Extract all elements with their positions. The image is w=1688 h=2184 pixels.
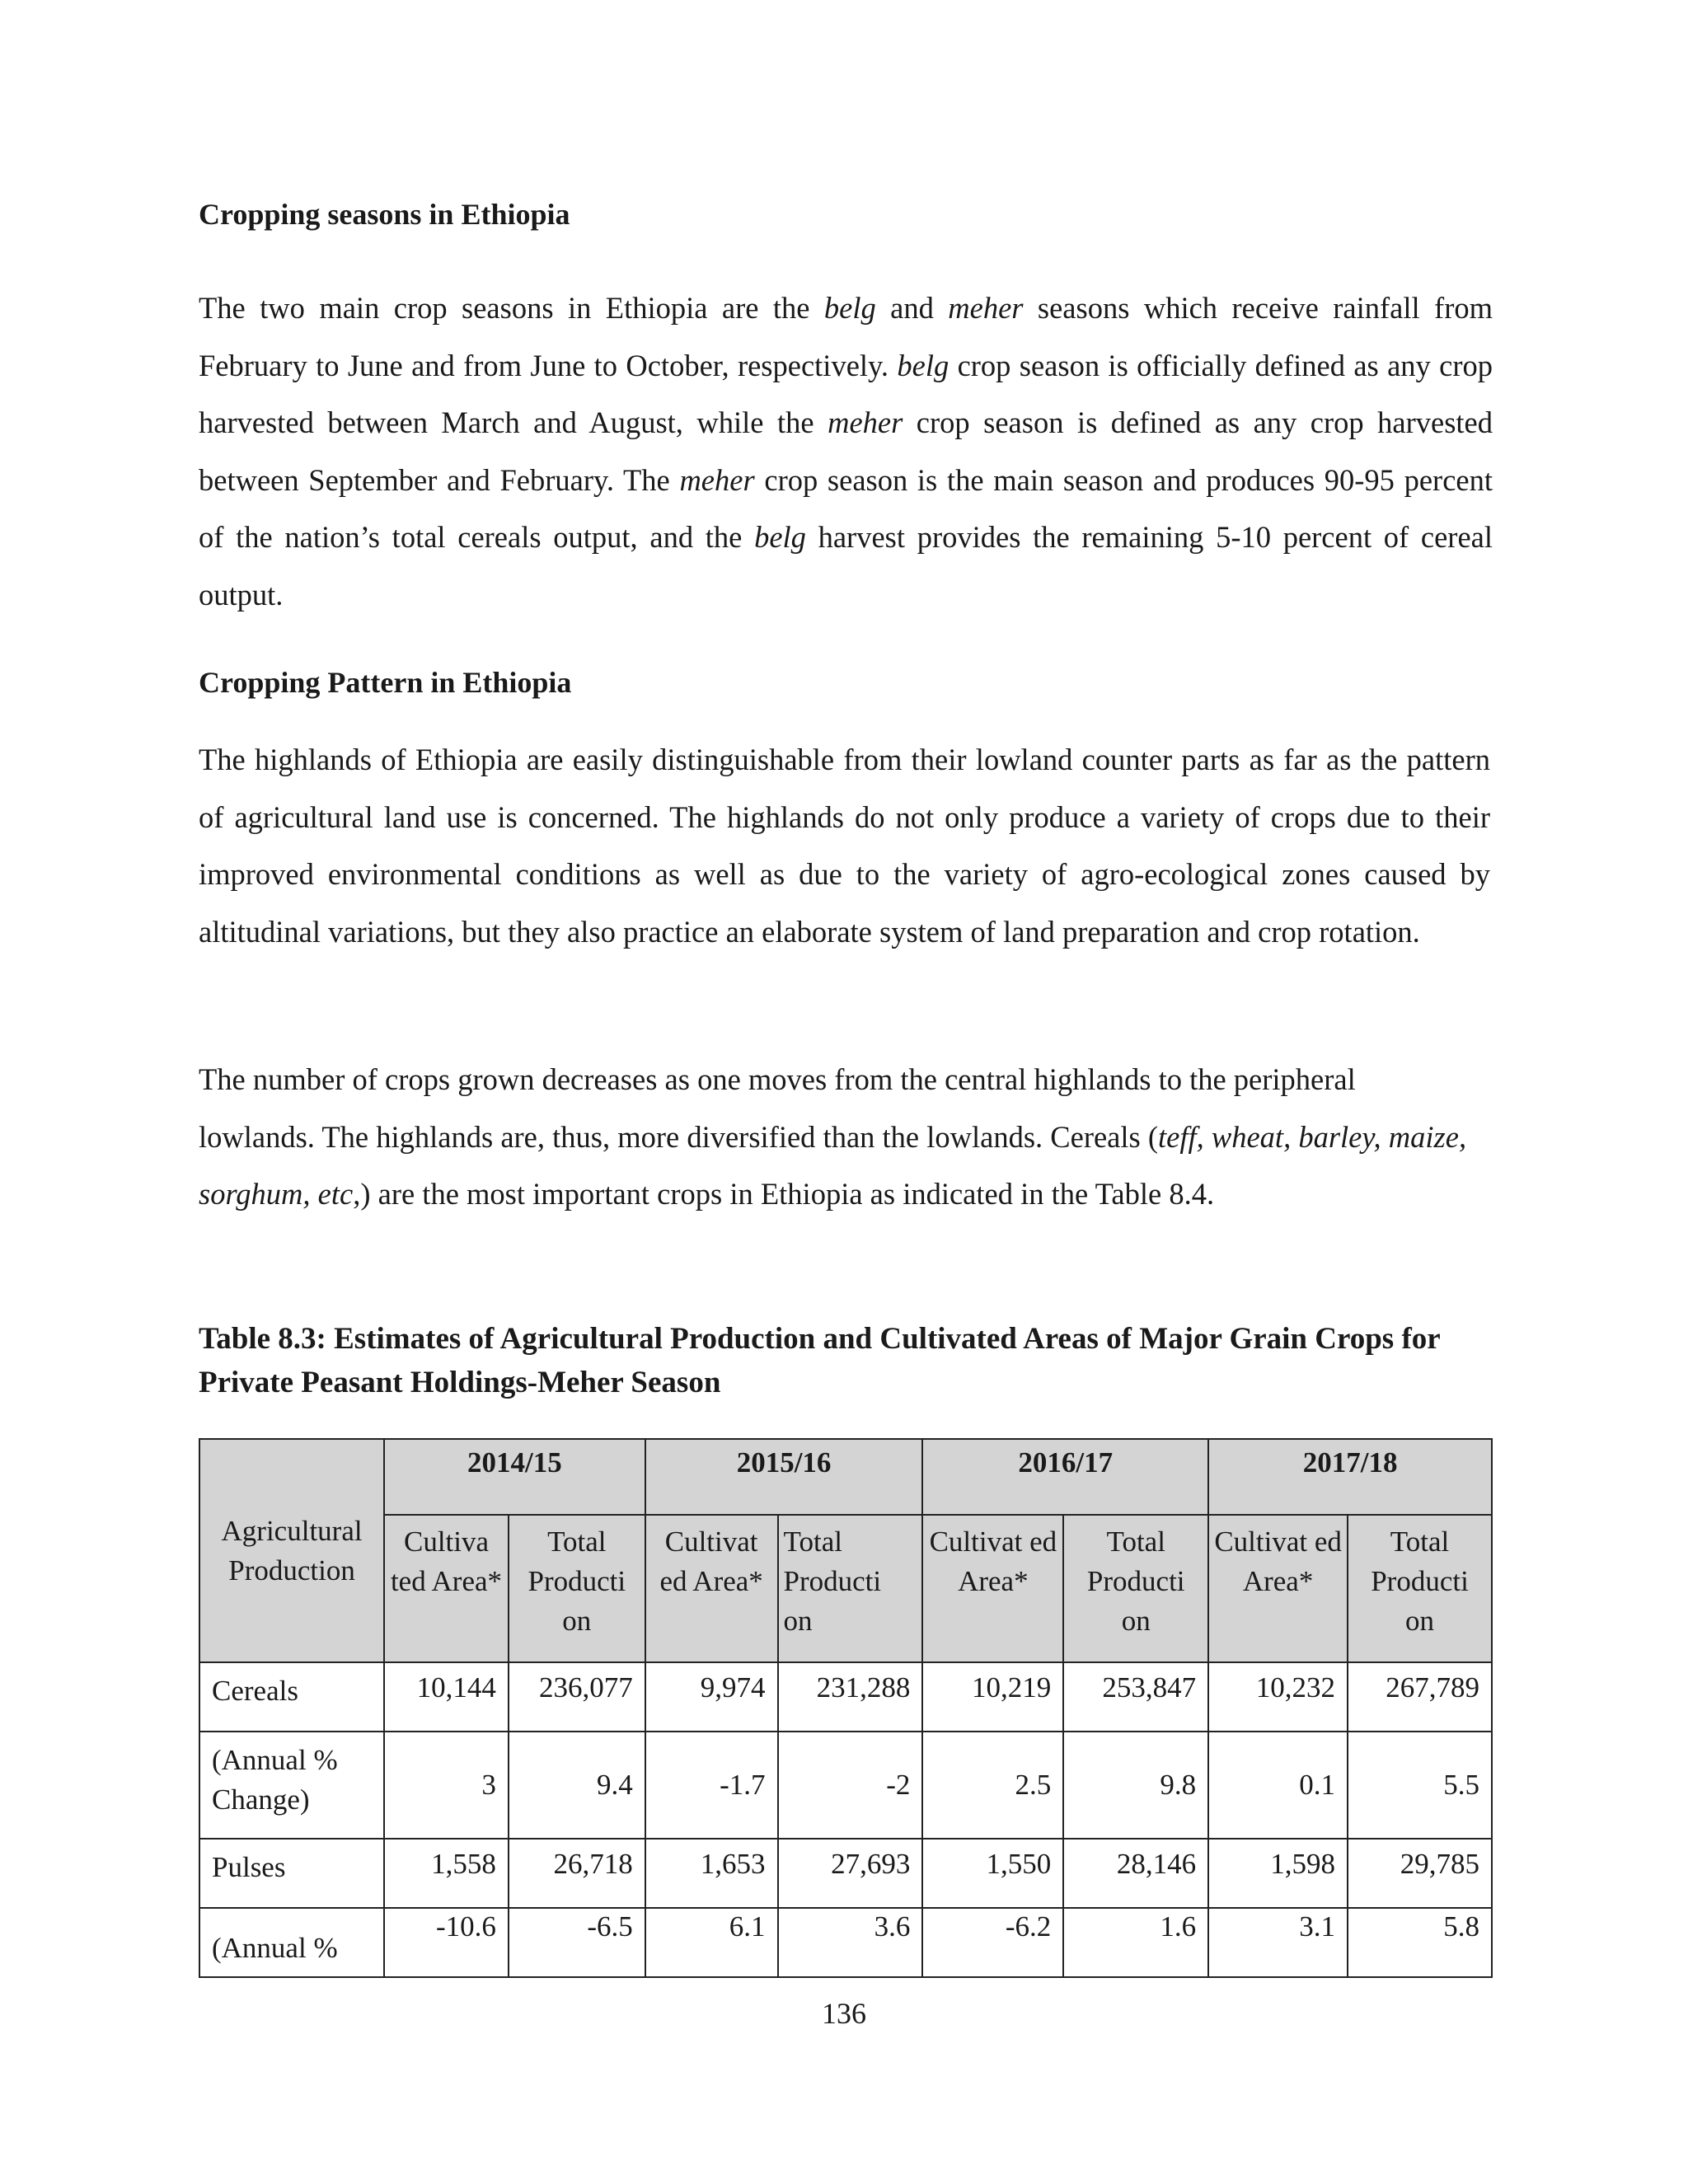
subheader-cultivated-area: Cultivat ed Area* (645, 1515, 778, 1662)
table-row (199, 1662, 1492, 1732)
row-label: Cereals (199, 1662, 384, 1732)
table-cell: -2 (778, 1732, 923, 1839)
table-cell: 3.6 (778, 1908, 923, 1977)
row-label: Pulses (199, 1839, 384, 1908)
table-cell: 253,847 (1063, 1662, 1208, 1732)
table-cell: 9,974 (645, 1662, 778, 1732)
table-cell: 1,550 (922, 1839, 1063, 1908)
table-cell: 5.8 (1348, 1908, 1492, 1977)
year-header: 2015/16 (645, 1439, 923, 1515)
table-cell: 231,288 (778, 1662, 923, 1732)
table-cell: 9.4 (509, 1732, 645, 1839)
table-cell: 236,077 (509, 1662, 645, 1732)
subheader-cultivated-area: Cultivat ed Area* (922, 1515, 1063, 1662)
table-cell: 9.8 (1063, 1732, 1208, 1839)
table-row (199, 1732, 1492, 1839)
paragraph-cropping-seasons: The two main crop seasons in Ethiopia are the belg and meher seasons which receive rainfall from February to June and from June to October, respectively. belg crop season is officially defined as any crop harvested between March and August, while the meher crop season is defined as any crop harvested between September and February. The meher crop season is the main season and produces 90-95 percent of the nation’s total cereals output, and the belg harvest provides the remaining 5-10 percent of cereal output. (199, 291, 1493, 612)
paragraph-cropping-pattern: The highlands of Ethiopia are easily distinguishable from their lowland counter parts as far as the pattern of agricultural land use is concerned. The highlands do not only produce a variety of crops due to their improved environmental conditions as well as due to the variety of agro-ecological zones caused by altitudinal variations, but they also practice an elaborate system of land preparation and crop rotation. (199, 743, 1490, 949)
table-cell: 267,789 (1348, 1662, 1492, 1732)
row-header-agricultural-production: Agricultural Production (199, 1439, 384, 1662)
table-cell: 6.1 (645, 1908, 778, 1977)
table-cell: 10,219 (922, 1662, 1063, 1732)
table-cell: 1,653 (645, 1839, 778, 1908)
subheader-total-production: Total Producti on (1348, 1515, 1492, 1662)
table-cell: -10.6 (384, 1908, 509, 1977)
year-header: 2014/15 (384, 1439, 645, 1515)
paragraph-number-of-crops: The number of crops grown decreases as one moves from the central highlands to the peripheral lowlands. The highlands are, thus, more diversified than the lowlands. Cereals (teff, wheat, barley, maize, sorghum, etc,) are the most important crops in Ethiopia as indicated in the Table 8.4. (199, 1062, 1467, 1211)
heading-cropping-pattern: Cropping Pattern in Ethiopia (199, 666, 572, 699)
table-cell: 29,785 (1348, 1839, 1492, 1908)
subheader-cultivated-area: Cultiva ted Area* (384, 1515, 509, 1662)
row-label: (Annual % (199, 1908, 384, 1977)
table-cell: 1,598 (1208, 1839, 1348, 1908)
table-cell: -6.2 (922, 1908, 1063, 1977)
table-cell: -6.5 (509, 1908, 645, 1977)
subheader-total-production: Total Producti on (1063, 1515, 1208, 1662)
table-cell: 2.5 (922, 1732, 1063, 1839)
row-label: (Annual % Change) (199, 1732, 384, 1839)
table-cell: 26,718 (509, 1839, 645, 1908)
table-cell: 10,232 (1208, 1662, 1348, 1732)
table-cell: -1.7 (645, 1732, 778, 1839)
table-cell: 3.1 (1208, 1908, 1348, 1977)
table-cell: 0.1 (1208, 1732, 1348, 1839)
year-header: 2017/18 (1208, 1439, 1492, 1515)
table-cell: 28,146 (1063, 1839, 1208, 1908)
year-header: 2016/17 (922, 1439, 1208, 1515)
subheader-total-production: Total Producti on (778, 1515, 923, 1662)
table-row (199, 1908, 1492, 1977)
table-caption: Table 8.3: Estimates of Agricultural Production and Cultivated Areas of Major Grain Crops for Private Peasant Holdings-Meher Season (199, 1322, 1441, 1399)
table-cell: 5.5 (1348, 1732, 1492, 1839)
table-cell: 1,558 (384, 1839, 509, 1908)
heading-cropping-seasons: Cropping seasons in Ethiopia (199, 198, 570, 231)
table-cell: 10,144 (384, 1662, 509, 1732)
table-cell: 27,693 (778, 1839, 923, 1908)
subheader-cultivated-area: Cultivat ed Area* (1208, 1515, 1348, 1662)
table-cell: 1.6 (1063, 1908, 1208, 1977)
production-table (199, 1438, 1493, 1978)
table-cell: 3 (384, 1732, 509, 1839)
page-number: 136 (822, 1997, 866, 2030)
table-row (199, 1839, 1492, 1908)
subheader-total-production: Total Producti on (509, 1515, 645, 1662)
